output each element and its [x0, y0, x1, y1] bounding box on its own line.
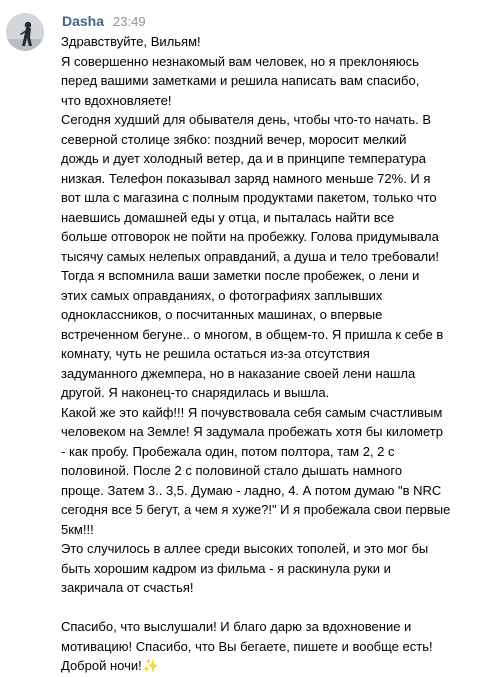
message-line: человеком на Земле! Я задумала пробежать хотя бы километр	[61, 424, 443, 439]
message-line: быть хорошим кадром из фильма - я раскинула руки и	[61, 560, 391, 576]
sparkles-icon: ✨	[142, 659, 159, 674]
message-line: Спасибо, что выслушали! И благо дарю за вдохновение и	[61, 619, 412, 634]
message-line: 5км!!!	[61, 521, 94, 537]
message-line: закричала от счастья!	[61, 580, 194, 595]
message-line: сегодня все 5 бегут, а чем я хуже?!" И я пробежала свои первые	[61, 502, 451, 517]
message-line: одноклассников, о посчитанных машинах, о впервые	[61, 307, 383, 322]
author-name[interactable]: Dasha	[62, 13, 105, 29]
message-line: задуманного джемпера, но в наказание своей лени нашла	[61, 365, 416, 381]
message-line: Я совершенно незнакомый вам человек, но я преклоняюсь	[61, 53, 419, 69]
message-line: Какой же это кайф!!! Я почувствовала себя самым счастливым	[61, 404, 443, 420]
message-line: - как пробу. Пробежала один, потом полтора, там 2, 2 с	[61, 443, 395, 459]
message-line: низкая. Телефон показывал заряд намного меньше 72%. И я	[61, 170, 431, 186]
message-line: мотивацию! Спасибо, что Вы бегаете, пишете и вообще есть!	[61, 638, 433, 654]
message-line: Доброй ночи!✨	[61, 656, 487, 676]
message-line: встреченном бегуне.. о многом, в общем-то. Я пришла к себе в	[61, 326, 444, 342]
message-line: вот шла с магазина с полным продуктами пакетом, только что	[61, 190, 437, 205]
message-line: северной столице зябко: поздний вечер, моросит мелкий	[61, 131, 407, 147]
message-line: Здравствуйте, Вильям!	[61, 34, 201, 49]
message-time[interactable]: 23:49	[113, 14, 146, 29]
message-line: дождь и дует холодный ветер, да и в принципе температура	[61, 151, 426, 166]
message-line	[61, 598, 487, 618]
message-line: проще. Затем 3.. 3,5. Думаю - ладно, 4. А потом думаю "в NRC	[61, 482, 442, 498]
message-line: другой. Я наконец-то снарядилась и вышла.	[61, 385, 330, 400]
message-line: комнату, чуть не решила остаться из-за отсутствия	[61, 346, 370, 361]
message-line: перед вашими заметками и решила написать вам спасибо,	[61, 73, 420, 88]
message-line: тысячу самых нелепых оправданий, а душа и тело требовали!	[61, 248, 440, 264]
avatar-photo-icon	[6, 13, 44, 51]
message-text	[61, 32, 487, 676]
message-line: Тогда я вспомнила ваши заметки после пробежек, о лени и	[61, 268, 420, 283]
message-line: Сегодня худший для обывателя день, чтобы что-то начать. В	[61, 112, 431, 127]
avatar[interactable]	[6, 13, 44, 51]
message-line: что вдохновляете!	[61, 92, 172, 108]
message-header	[62, 13, 146, 33]
message-line: этих самых оправданиях, о фотографиях заплывших	[61, 287, 383, 303]
message-line: наевшись домашней еды у отца, и пыталась найти все	[61, 209, 395, 225]
message-line: Это случилось в аллее среди высоких тополей, и это мог бы	[61, 541, 429, 556]
message-line: половиной. После 2 с половиной стало дышать намного	[61, 463, 403, 478]
message-line: больше отговорок не пойти на пробежку. Голова придумывала	[61, 229, 439, 244]
